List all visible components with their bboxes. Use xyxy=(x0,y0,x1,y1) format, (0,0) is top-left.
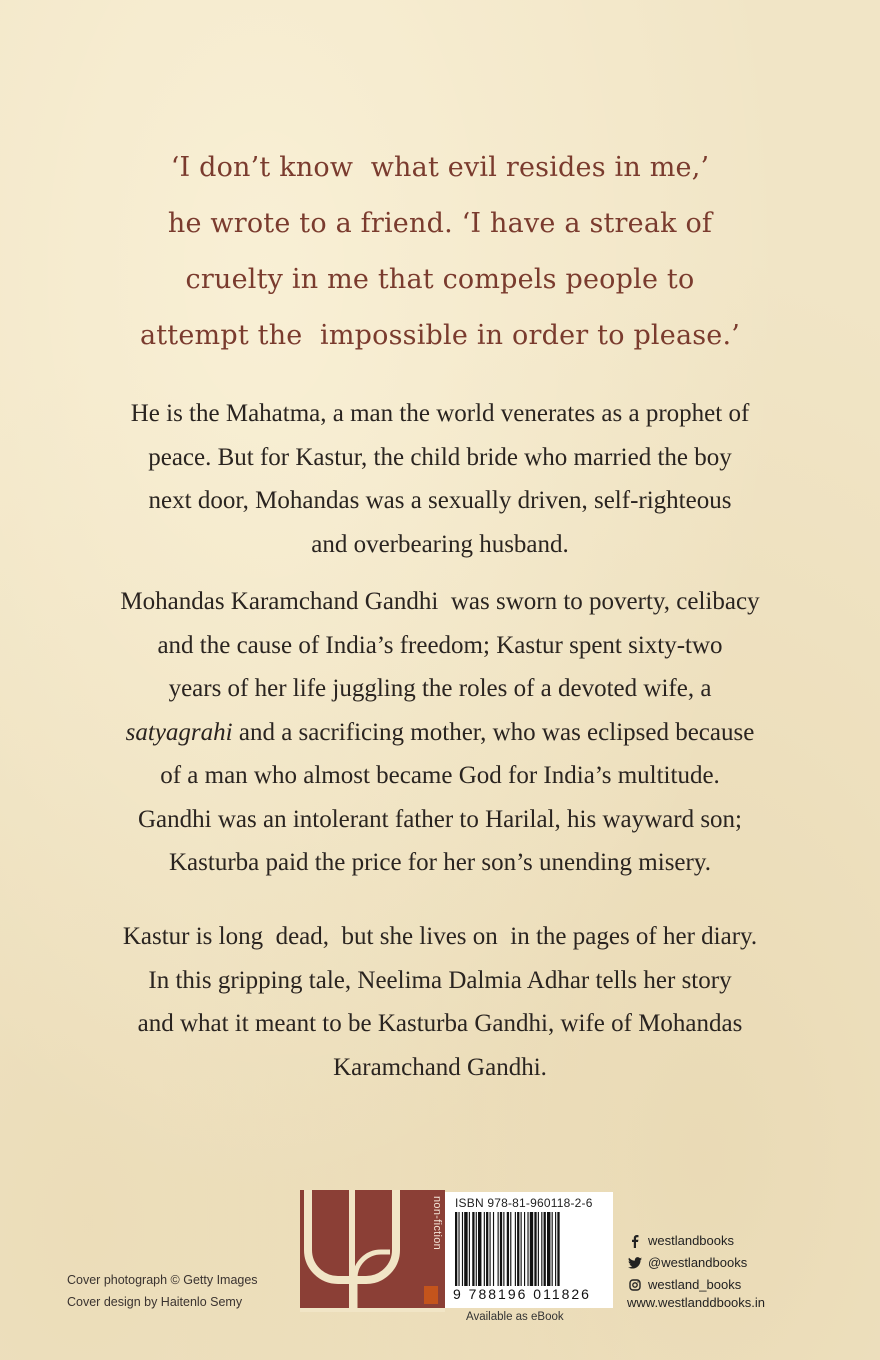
blurb-line: Kasturba paid the price for her son’s unending misery. xyxy=(169,849,711,876)
barcode-bar xyxy=(469,1212,470,1286)
barcode-bar xyxy=(498,1212,499,1286)
facebook-handle: westlandbooks xyxy=(648,1233,734,1248)
barcode-bar xyxy=(510,1212,511,1286)
blurb-line: Karamchand Gandhi. xyxy=(333,1053,547,1081)
barcode-bar xyxy=(515,1212,516,1286)
barcode-bar xyxy=(530,1212,533,1286)
instagram-icon xyxy=(627,1279,643,1291)
twitter-link[interactable] xyxy=(627,1252,747,1274)
website-link[interactable]: www.westlanddbooks.in xyxy=(627,1295,766,1310)
social-links xyxy=(627,1230,747,1296)
barcode xyxy=(445,1192,613,1308)
barcode-bar xyxy=(541,1212,542,1286)
blurb-line: Gandhi was an intolerant father to Harilal, his wayward son; xyxy=(138,805,742,833)
barcode-bar xyxy=(538,1212,539,1286)
barcode-bar xyxy=(534,1212,536,1286)
barcode-bar xyxy=(476,1212,477,1286)
barcode-bar xyxy=(503,1212,504,1286)
blurb-paragraph-2 xyxy=(0,580,880,885)
quote-line: he wrote to a friend. ‘I have a streak of xyxy=(167,208,713,239)
quote-line: ‘I don’t know what evil resides in me,’ xyxy=(170,152,710,183)
barcode-bar xyxy=(478,1212,481,1286)
barcode-number: 9 788196 011826 xyxy=(453,1286,591,1302)
barcode-bar xyxy=(462,1212,463,1286)
barcode-bar xyxy=(493,1212,494,1286)
barcode-bar xyxy=(490,1212,491,1286)
blurb-paragraph-3 xyxy=(0,915,880,1089)
quote-line: attempt the impossible in order to please.’ xyxy=(139,320,741,351)
barcode-bar xyxy=(552,1212,553,1286)
satyagrahi-term: satyagrahi xyxy=(125,718,233,746)
design-credit: Cover design by Haitenlo Semy xyxy=(67,1295,243,1309)
facebook-icon xyxy=(627,1235,643,1248)
blurb-line: He is the Mahatma, a man the world venerates as a prophet of xyxy=(130,400,750,427)
barcode-bar xyxy=(555,1212,556,1286)
barcode-bar xyxy=(527,1212,528,1286)
blurb-line: years of her life juggling the roles of a devoted wife, a xyxy=(168,675,712,702)
blurb-line: of a man who almost became God for India’s multitude. xyxy=(160,762,720,789)
instagram-handle: westland_books xyxy=(648,1277,742,1292)
blurb-line: In this gripping tale, Neelima Dalmia Adhar tells her story xyxy=(148,966,732,994)
blurb-line: peace. But for Kastur, the child bride who married the boy xyxy=(148,443,732,471)
barcode-bar xyxy=(486,1212,488,1286)
blurb-paragraph-1 xyxy=(0,392,880,566)
category-label: non-fiction xyxy=(431,1196,443,1251)
barcode-bars xyxy=(455,1212,605,1286)
barcode-bar xyxy=(464,1212,467,1286)
barcode-bar xyxy=(455,1212,457,1286)
barcode-bar xyxy=(507,1212,509,1286)
ebook-note: Available as eBook xyxy=(466,1311,564,1323)
blurb-line: Kastur is long dead, but she lives on in the pages of her diary. xyxy=(122,923,758,950)
barcode-bar xyxy=(547,1212,550,1286)
blurb-line: Mohandas Karamchand Gandhi was sworn to poverty, celibacy xyxy=(120,588,760,615)
barcode-bar xyxy=(500,1212,502,1286)
twitter-icon xyxy=(627,1257,643,1269)
pull-quote xyxy=(0,140,880,364)
blurb-line: and overbearing husband. xyxy=(311,530,569,558)
photo-credit: Cover photograph © Getty Images xyxy=(67,1273,258,1287)
facebook-link[interactable] xyxy=(627,1230,747,1252)
quote-line: cruelty in me that compels people to xyxy=(185,264,695,295)
instagram-link[interactable] xyxy=(627,1274,747,1296)
twitter-handle: @westlandbooks xyxy=(648,1255,748,1270)
barcode-bar xyxy=(557,1212,559,1286)
barcode-bar xyxy=(517,1212,519,1286)
cover-credits xyxy=(67,1269,258,1313)
barcode-bar xyxy=(484,1212,485,1286)
barcode-bar xyxy=(544,1212,546,1286)
blurb-line: next door, Mohandas was a sexually driven, self-righteous xyxy=(148,487,732,514)
barcode-bar xyxy=(521,1212,522,1286)
barcode-bar xyxy=(524,1212,525,1286)
blurb-line: and the cause of India’s freedom; Kastur spent sixty-two xyxy=(157,631,723,659)
category-marker xyxy=(424,1286,438,1304)
blurb-line-rest: and a sacrificing mother, who was eclipsed because xyxy=(232,718,755,746)
barcode-bar xyxy=(472,1212,474,1286)
blurb-line xyxy=(0,711,880,755)
isbn-text: ISBN 978-81-960118-2-6 xyxy=(455,1196,593,1210)
barcode-bar xyxy=(458,1212,459,1286)
blurb-line: and what it meant to be Kasturba Gandhi, wife of Mohandas xyxy=(137,1010,743,1037)
